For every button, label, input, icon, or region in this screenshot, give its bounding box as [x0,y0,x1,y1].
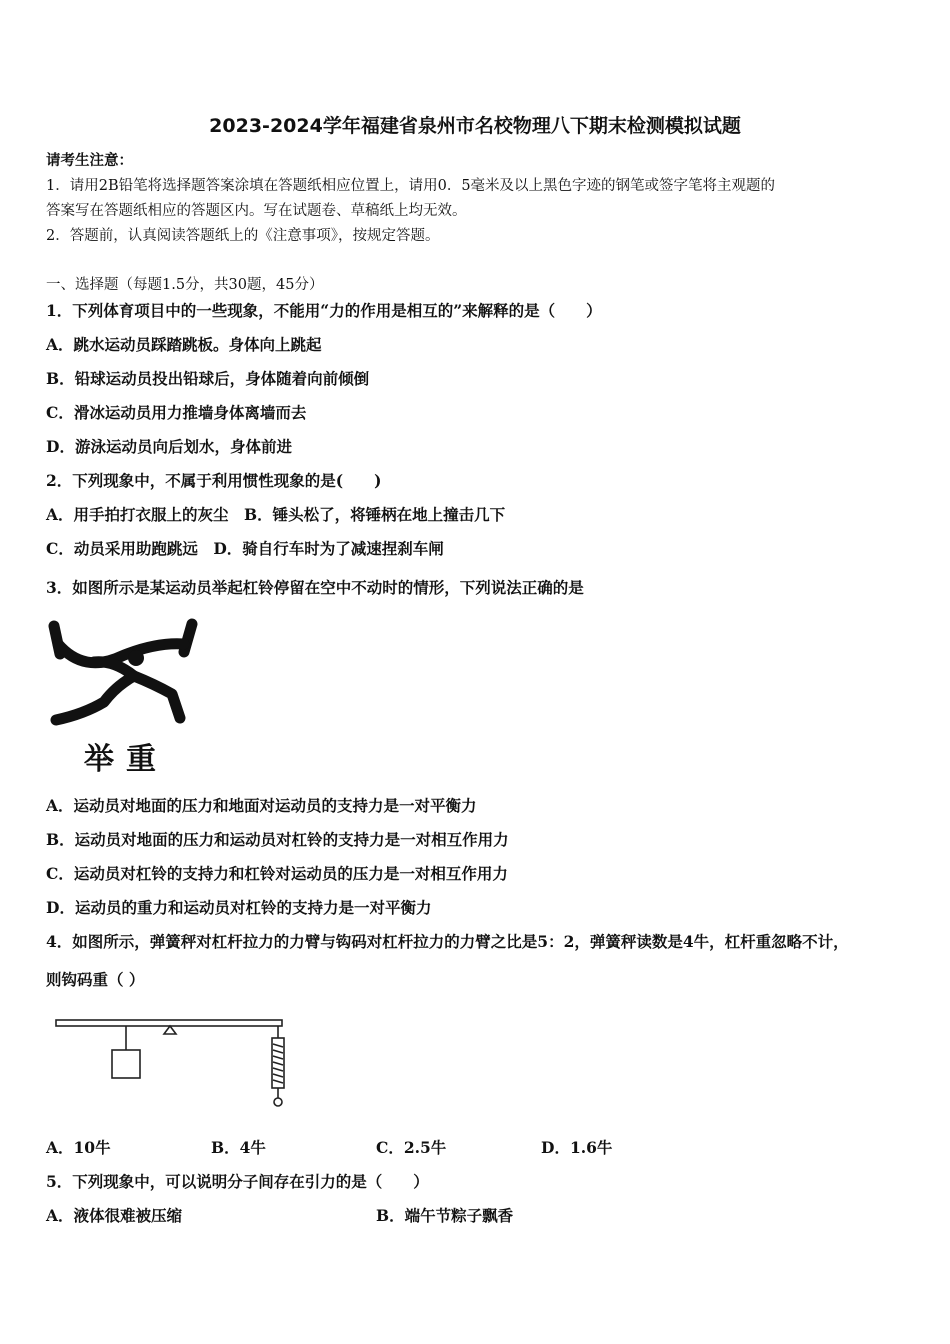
q4-option-c: C．2.5牛 [376,1138,447,1157]
q1-option-a: A．跳水运动员踩踏跳板。身体向上跳起 [46,335,322,354]
q3-option-c: C．运动员对杠铃的支持力和杠铃对运动员的压力是一对相互作用力 [46,864,508,883]
q3-option-b: B．运动员对地面的压力和运动员对杠铃的支持力是一对相互作用力 [46,830,509,849]
notice-line-1: 1．请用2B铅笔将选择题答案涂填在答题纸相应位置上，请用0．5毫米及以上黑色字迹的钢笔或签字笔将主观题的 [46,178,776,194]
q3-option-d: D．运动员的重力和运动员对杠铃的支持力是一对平衡力 [46,898,432,917]
notice-line-2: 2．答题前，认真阅读答题纸上的《注意事项》，按规定答题。 [46,228,440,244]
q4-stem-cont: 则钩码重（ ） [46,970,145,989]
q1-option-d: D．游泳运动员向后划水，身体前进 [46,437,292,456]
q2-options-ab: A．用手拍打衣服上的灰尘 B．锤头松了，将锤柄在地上撞击几下 [46,505,506,524]
q1-option-c: C．滑冰运动员用力推墙身体离墙而去 [46,403,307,422]
q1-stem: 1．下列体育项目中的一些现象，不能用“力的作用是相互的”来解释的是（ ） [46,301,602,320]
figure-caption: 举重 [84,742,168,777]
q4-option-b: B．4牛 [211,1138,266,1157]
notice-heading: 请考生注意： [46,152,133,169]
q5-option-b: B．端午节粽子飘香 [376,1206,514,1225]
q1-option-b: B．铅球运动员投出铅球后，身体随着向前倾倒 [46,369,370,388]
q4-stem: 4．如图所示，弹簧秤对杠杆拉力的力臂与钩码对杠杆拉力的力臂之比是5：2，弹簧秤读数是4牛，杠杆重忽略不计， [46,932,849,951]
q4-option-d: D．1.6牛 [541,1138,613,1157]
q2-stem: 2．下列现象中，不属于利用惯性现象的是( ) [46,471,382,490]
q5-option-a: A．液体很难被压缩 [46,1206,183,1225]
page-title: 2023-2024学年福建省泉州市名校物理八下期末检测模拟试题 [209,115,741,137]
weightlifter-pictogram [44,614,204,734]
q3-option-a: A．运动员对地面的压力和地面对运动员的支持力是一对平衡力 [46,796,477,815]
q5-stem: 5．下列现象中，可以说明分子间存在引力的是（ ） [46,1172,429,1191]
section-heading: 一、选择题（每题1.5分，共30题，45分） [46,277,324,293]
q2-options-cd: C．动员采用助跑跳远 D．骑自行车时为了减速捏刹车闸 [46,539,444,558]
q4-option-a: A．10牛 [46,1138,111,1157]
notice-line-1b: 答案写在答题纸相应的答题区内。写在试题卷、草稿纸上均无效。 [46,203,467,219]
q3-stem: 3．如图所示是某运动员举起杠铃停留在空中不动时的情形，下列说法正确的是 [46,578,584,597]
lever-diagram [52,1012,292,1112]
